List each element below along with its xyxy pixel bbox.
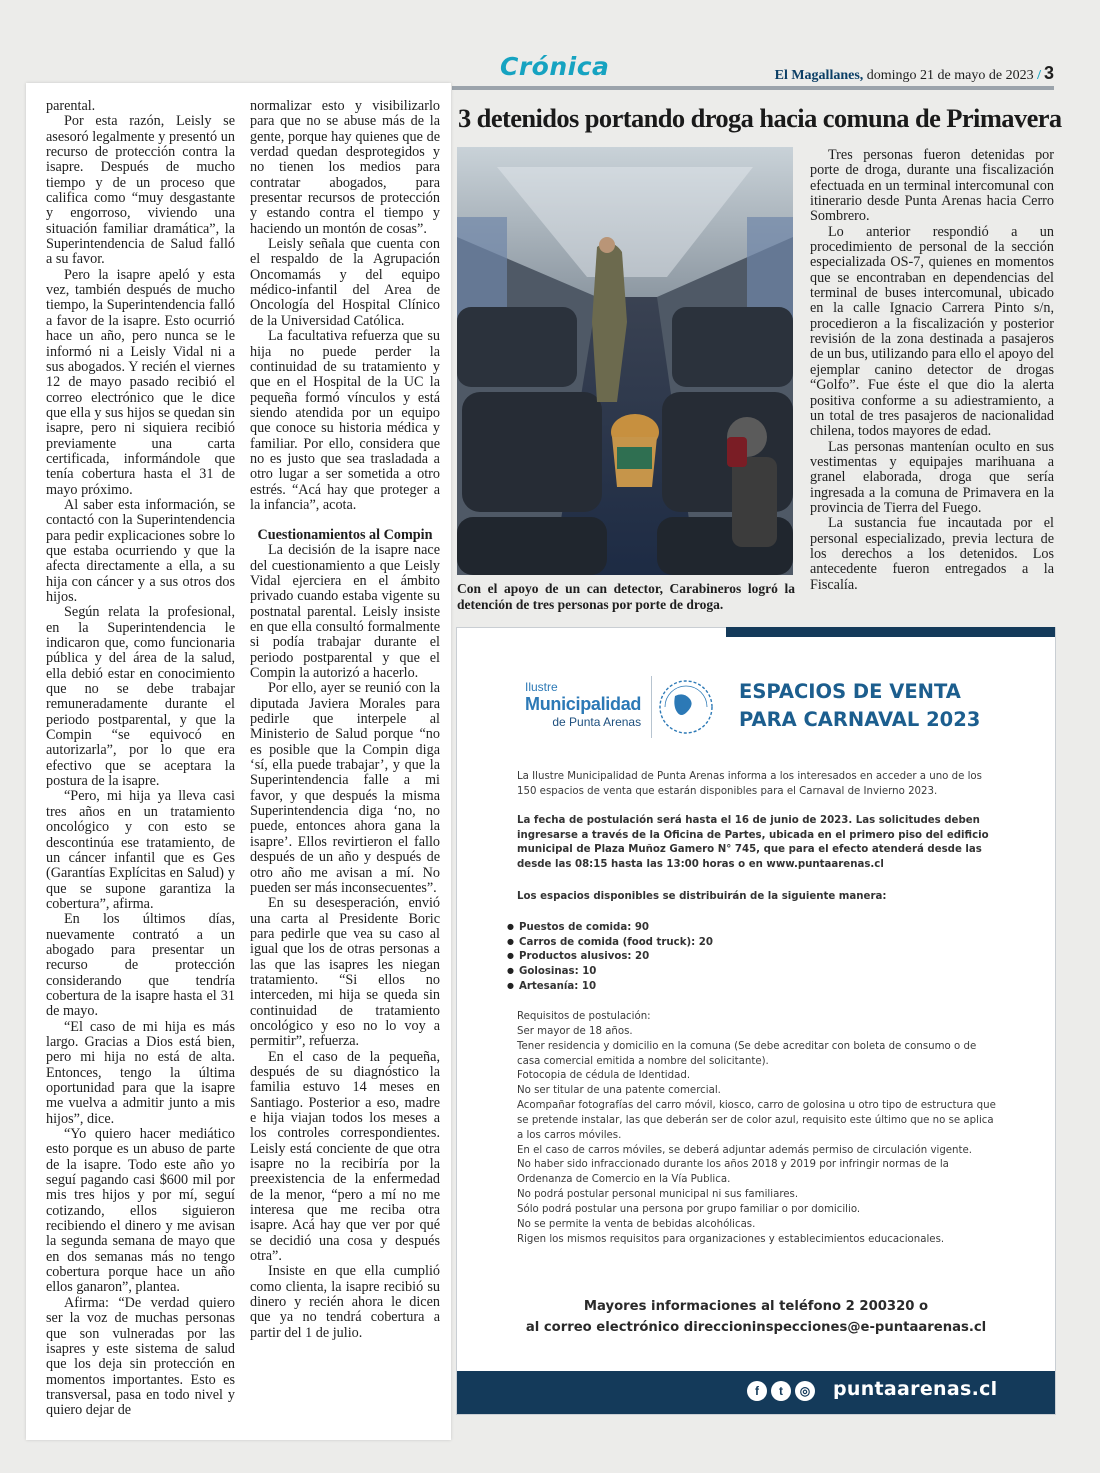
- list-item: ● Golosinas: 10: [507, 965, 713, 980]
- main-headline: 3 detenidos portando droga hacia comuna de Primavera: [458, 103, 1062, 133]
- ad-top-bar: [726, 627, 1055, 637]
- paragraph: normalizar esto y visibilizarlo para que no se abuse más de la gente, porque hay quienes que de verdad quedan desprotegidos y no tienen los medios para contratar abogados, para presentar recursos de protección y estando contra el tiempo y haciendo un montón de cosas”.: [250, 98, 440, 237]
- photo-caption: Con el apoyo de un can detector, Carabineros logró la detención de tres personas por porte de droga.: [457, 581, 795, 612]
- city-seal-icon: [657, 676, 715, 738]
- paragraph: Por esta razón, Leisly se asesoró legalmente y presentó un recurso de protección contra la isapre. Después de mucho tiempo y de un proceso que califica como “muy desgastante y engorroso, viviendo una situación familiar dramática”, la Superintendencia de Salud falló a su favor.: [46, 113, 235, 268]
- social-icons: [747, 1381, 815, 1401]
- page-folio: [775, 63, 1054, 84]
- ad-distribution-list: [507, 921, 713, 995]
- folio-slash: /: [1037, 68, 1041, 83]
- page-number: 3: [1043, 63, 1054, 83]
- ad-title: [739, 678, 980, 734]
- requirement: No podrá postular personal municipal ni sus familiares.: [517, 1189, 799, 1201]
- logo-ilustre: Ilustre: [525, 680, 558, 694]
- paragraph: Afirma: “De verdad quiero ser la voz de muchas personas que son vulneradas por las isapres y este sistema de salud que los deja sin protección en momentos importantes. Esto es transversal, pasa en todo nivel y quiero dejar de: [46, 1294, 235, 1419]
- paragraph: parental.: [46, 98, 96, 114]
- paragraph: En el caso de la pequeña, después de su diagnóstico la familia estuvo 14 meses en Santiago. Posterior a eso, madre e hija viajan todos los meses a los controles correspondientes. Leisly está conciente de que otra isapre no la recibiría por la preexistencia de la enfermedad de la menor, “pero a mí no me interesa que me reciba otra isapre. Acá hay que ver por qué se decidió una cosa y después otra”.: [250, 1048, 440, 1265]
- list-item: ● Carros de comida (food truck): 20: [507, 936, 713, 951]
- list-item: ● Puestos de comida: 90: [507, 921, 713, 936]
- list-item: ● Artesanía: 10: [507, 980, 713, 995]
- paragraph: En su desesperación, envió una carta al Presidente Boric para pedirle que vea su caso al igual que los de otras personas a las que las isapres les niegan tratamiento. “Si ellos no interceden, mi hija se queda sin continuidad de tratamiento oncológico y eso no lo voy a permitir”, refuerza.: [250, 895, 440, 1050]
- main-article-body: [810, 148, 1054, 593]
- left-article-column-2: [250, 99, 440, 1341]
- paragraph: En los últimos días, nuevamente contrató a un abogado para presentar un recurso de protección considerando que tendría cobertura de la isapre hasta el 31 de mayo.: [46, 911, 235, 1020]
- paragraph: La facultativa refuerza que su hija no puede perder la continuidad de su tratamiento y que en el Hospital de la UC la pequeña formó vínculos y está siendo atendida por un equipo que conoce su historia médica y familiar. Por ello, considera que no es justo que sea trasladada a otro lugar a ser sometida a otro estrés. “Acá hay que proteger a la infancia”, acota.: [250, 328, 440, 513]
- paragraph: “El caso de mi hija es más largo. Gracias a Dios está bien, pero mi hija no está de alta. Entonces, tengo la última oportunidad para que la isapre me vuelva a admitir junto a mis hijos”, dice.: [46, 1018, 235, 1127]
- ad-requirements: [517, 1010, 997, 1248]
- paragraph: Según relata la profesional, en la Superintendencia le indicaron que, como funcionaria pública y del área de la salud, ella debió estar en conocimiento que no se debe trabajar remuneradamente durante el periodo postparental, y que la Compin “se equivocó en autorizarla”, por lo que era efectivo que se aceptara la postura de la isapre.: [46, 604, 235, 790]
- paragraph: Las personas mantenían oculto en sus vestimentas y equipajes marihuana a granel elaborada, droga que sería ingresada a la comuna de Primavera en la provincia de Tierra del Fuego.: [810, 438, 1054, 516]
- paragraph: Pero la isapre apeló y esta vez, también después de mucho tiempo, la Superintendencia falló a favor de la isapre. Esto ocurrió hace un año, pero nunca se le informó ni a Leisly Vidal ni a sus abogados. Y recién el viernes 12 de mayo pasado recibió el correo electrónico que le dice que ella y sus hijos se quedan sin isapre, pero ni siquiera recibió previamente una carta certificada, informándole que tenía cobertura hasta el 31 de mayo próximo.: [46, 266, 235, 498]
- requirement: Tener residencia y domicilio en la comuna (Se debe acreditar con boleta de consumo o de casa comercial emitida a nombre del solicitante).: [517, 1040, 977, 1067]
- requirement: No haber sido infraccionado durante los años 2018 y 2019 por infringir normas de la Ordenanza de Comercio en la Vía Publica.: [517, 1159, 949, 1186]
- paragraph: Lo anterior respondió a un procedimiento de personal de la sección especializada OS-7, quienes en momentos que se encontraban en dependencias del terminal de buses intercomunal, ubicado en la calle Ignacio Carrera Pinto s/n, procedieron a la fiscalización y posterior revisión de la zona destinada a pasajeros de un bus, utilizando para ello el apoyo del ejemplar canino detector de drogas “Golfo”. Fue éste el que dio la alerta positiva conforme a su adiestramiento, a un total de tres pasajeros de nacionalidad chilena, todos mayores de edad.: [810, 223, 1054, 440]
- section-name: Crónica: [500, 52, 610, 81]
- ad-intro: La Ilustre Municipalidad de Punta Arenas informa a los interesados en acceder a uno de los 150 espacios de venta que estarán disponibles para el Carnaval de Invierno 2023.: [517, 771, 982, 797]
- issue-date: domingo 21 de mayo de 2023: [866, 68, 1034, 83]
- instagram-icon[interactable]: ◎: [795, 1381, 815, 1401]
- paragraph: Insiste en que ella cumplió como clienta, la isapre recibió su dinero y recién ahora le dicen que ya no tendrá cobertura a partir del 1 de julio.: [250, 1263, 440, 1341]
- requirement: No ser titular de una patente comercial.: [517, 1085, 721, 1097]
- requirement: Acompañar fotografías del carro móvil, kiosco, carro de golosina u otro tipo de estructura que se pretende instalar, las que deberán ser de color azul, requisito este último que no se aplica a los carros móviles.: [517, 1100, 996, 1141]
- municipal-advertisement: [456, 627, 1056, 1415]
- twitter-icon[interactable]: t: [771, 1381, 791, 1401]
- header-rule: [452, 86, 1054, 90]
- facebook-icon[interactable]: f: [747, 1381, 767, 1401]
- paragraph: Por ello, ayer se reunió con la diputada Javiera Morales para pedirle que interpele al Ministerio de Salud porque “no es posible que la Compin diga ‘sí, ella puede trabajar’, y que la Superintendencia falle a mi favor, y que después la misma Superintendencia diga ‘no, no puede, entonces ahora gana la isapre’. Ellos revirtieron el fallo después de un año y después de otro año me avisan a mí. No pueden ser más inconsecuentes”.: [250, 680, 440, 896]
- paragraph: Al saber esta información, se contactó con la Superintendencia para pedir explicaciones sobre lo que estaba ocurriendo y que la afecta directamente a ella, a su hija con cáncer y a sus otros dos hijos.: [46, 496, 235, 605]
- ad-title-line: PARA CARNAVAL 2023: [739, 708, 981, 731]
- bus-interior-photo: [457, 147, 793, 575]
- subheading: Cuestionamientos al Compin: [257, 527, 433, 544]
- logo-municipalidad: Municipalidad: [525, 694, 642, 714]
- left-article-column-1: [46, 99, 235, 1419]
- ad-contact: [457, 1296, 1055, 1338]
- ad-title-line: ESPACIOS DE VENTA: [739, 680, 961, 703]
- paragraph: Tres personas fueron detenidas por porte de droga, durante una fiscalización efectuada en un terminal intercomunal con itinerario desde Punta Arenas hacia Cerro Sombrero.: [810, 147, 1054, 225]
- paragraph: Leisly señala que cuenta con el respaldo de la Agrupación Oncomamás y del equipo médico-infantil del Area de Oncología del Hospital Clínico de la Universidad Católica.: [250, 236, 440, 329]
- requirement: Fotocopia de cédula de Identidad.: [517, 1070, 691, 1082]
- requirement: Sólo podrá postular una persona por grupo familiar o por domicilio.: [517, 1203, 861, 1215]
- logo-punta-arenas: de Punta Arenas: [552, 715, 642, 729]
- contact-phone: Mayores informaciones al teléfono 2 200320 o: [583, 1299, 929, 1314]
- paragraph: “Pero, mi hija ya lleva casi tres años en un tratamiento oncológico y con esto se descontinúa ese tratamiento, de un cáncer infantil que es Ges (Garantías Explícitas en Salud) y que se supone garantiza la cobertura”, afirma.: [46, 788, 235, 912]
- paragraph: La decisión de la isapre nace del cuestionamiento a que Leisly Vidal ejerciera en el ámbito privado cuando estaba vigente su postnatal parental. Leisly insiste en que ella consultó formalmente si podía trabajar durante el periodo postparental y que el Compin la autorizó a hacerlo.: [250, 542, 440, 682]
- list-item: ● Productos alusivos: 20: [507, 950, 713, 965]
- requirement: Ser mayor de 18 años.: [517, 1025, 633, 1037]
- newspaper-name: El Magallanes,: [774, 68, 864, 83]
- municipality-logo: [525, 680, 641, 729]
- paragraph: La sustancia fue incautada por el personal especializado, previa lectura de los derechos a los detenidos. Los antecedente fueron entregados a la Fiscalía.: [810, 515, 1054, 593]
- requirement: En el caso de carros móviles, se deberá adjuntar además permiso de circulación vigente.: [517, 1144, 973, 1156]
- requirement: Rigen los mismos requisitos para organizaciones y establecimientos educacionales.: [517, 1233, 945, 1245]
- ad-distribution-intro: Los espacios disponibles se distribuirán de la siguiente manera:: [517, 891, 887, 902]
- contact-email: al correo electrónico direccioninspecciones@e-puntaarenas.cl: [525, 1320, 987, 1335]
- ad-footer: [457, 1371, 1055, 1414]
- logo-divider: [651, 676, 652, 738]
- requirement: No se permite la venta de bebidas alcohólicas.: [517, 1218, 756, 1230]
- ad-deadline: La fecha de postulación será hasta el 16 de junio de 2023. Las solicitudes deben ingresarse a través de la Oficina de Partes, ubicada en el primero piso del edificio municipal de Plaza Muñoz Gamero N° 745, que para el efecto atenderá desde las desde las 08:15 hasta las 13:00 horas o en www.puntaarenas.cl: [517, 815, 989, 870]
- requirement: Requisitos de postulación:: [517, 1011, 651, 1022]
- paragraph: “Yo quiero hacer mediático esto porque es un abuso de parte de la isapre. Todo este año yo seguí pagando casi $600 mil por mis tres hijos y por mí, seguí cotizando, ellos siguieron recibiendo el dinero y me avisan la segunda semana de mayo que en dos semanas más no tengo cobertura porque hace un año ellos ganaron”, plantea.: [46, 1126, 235, 1296]
- website-link[interactable]: puntaarenas.cl: [833, 1378, 998, 1400]
